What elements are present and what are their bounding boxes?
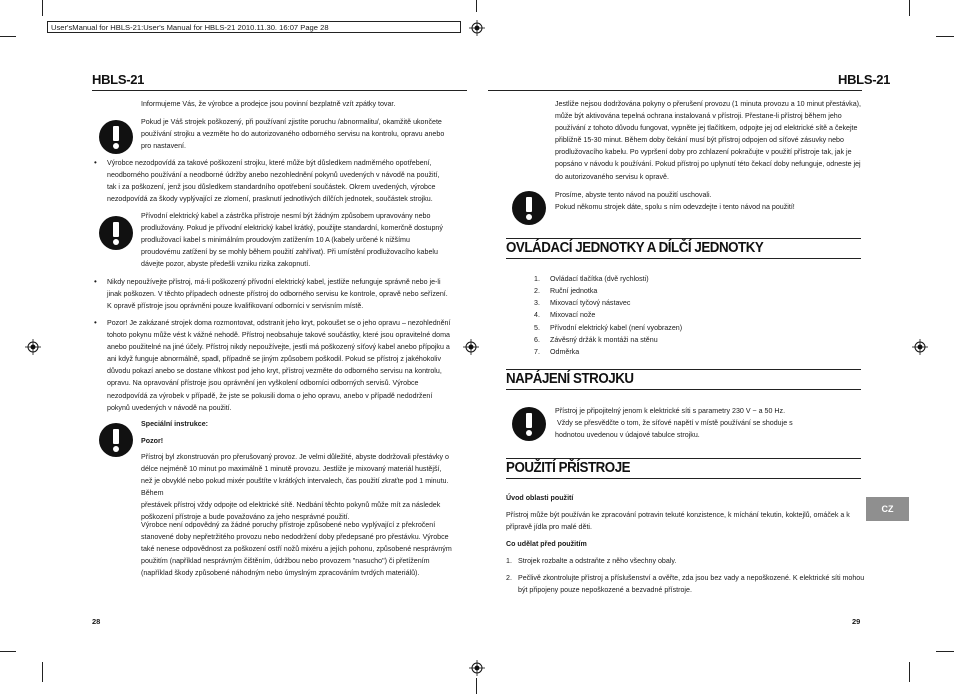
warning-exclamation-icon [99, 216, 133, 250]
bullet-paragraph-1 [107, 157, 457, 205]
text-line: popsáno v návodu k používání. Pokud přístroj po uplynutí této čekací doby nefunguje, odneste jej [555, 160, 861, 169]
crop-mark [42, 662, 43, 682]
text-line: hodnotou uvedenou v údajové tabulce strojku. [555, 431, 700, 440]
liability-paragraph [141, 519, 461, 579]
text-line: Přístroj je připojitelný jenom k elektrické síti s parametry 230 V ~ a 50 Hz. [555, 407, 786, 415]
section-title-usage: POUŽITÍ PŘÍSTROJE [506, 460, 631, 476]
section-title-power: NAPÁJENÍ STROJKU [506, 371, 634, 387]
usage-intro-text [506, 509, 856, 533]
bullet-paragraph-2 [107, 276, 457, 312]
warning-exclamation-icon [512, 191, 546, 225]
text-line: Vždy se přesvědčte o tom, že síťové napětí v místě používání se shoduje s [555, 419, 793, 428]
list-item [534, 322, 682, 334]
section-bottom-rule [506, 389, 861, 390]
list-item [534, 285, 597, 297]
text-line: nezodpovídá za výrobek v případě, že jste se pokusili doma o jeho opravu, anebo v případě nedodržení [107, 391, 433, 400]
text-line: (například škody způsobené náhodným nebo úmyslným zpracováním tvrdých materiálů). [141, 569, 420, 578]
section-title-controls: OVLÁDACÍ JEDNOTKY A DÍLČÍ JEDNOTKY [506, 240, 764, 256]
text-line: proudovému zatížení by se mohly během použití zahřívat). Při umístění prodlužovacího kabelu [141, 248, 438, 257]
section-top-rule [506, 238, 861, 239]
crop-mark [909, 0, 910, 16]
language-tab-cz: CZ [866, 497, 909, 521]
text-line: ani když funguje abnormálně, spadl, případně se jiným způsobem poškodil. Pokud se přístroj z jakéhokoliv [107, 355, 441, 364]
registration-mark-icon [25, 339, 41, 355]
intro-text: Informujeme Vás, že výrobce a prodejce jsou povinní bezplatně vzít zpátky tovar. [141, 100, 396, 108]
before-use-heading: Co udělat před použitím [506, 540, 587, 548]
text-line: jinak poškozen. V těchto případech odneste přístroj do odborného servisu ke kontrole, opravě nebo seřízení. [107, 290, 448, 299]
text-line: může být aktivována tepelná ochrana instalovaná v přístroji. Přestane-li přístroj během jeho [555, 112, 842, 121]
list-item [534, 309, 595, 321]
left-model-label: HBLS-21 [92, 72, 145, 87]
right-page-number: 29 [852, 617, 861, 626]
list-item [534, 346, 579, 358]
right-model-label: HBLS-21 [838, 72, 891, 87]
section-top-rule [506, 369, 861, 370]
list-item-number: 7. [534, 348, 540, 356]
list-item-number: 2. [534, 287, 540, 295]
crop-mark [0, 651, 16, 652]
text-line: pokynů uvedených v návodě na použití. [107, 403, 232, 412]
text-line: Nikdy nepoužívejte přístroj, má-li poškozený přívodní elektrický kabel, jestliže nefunguje správně nebo je-li [107, 278, 441, 286]
text-line: používání z tohoto důvodu fungovat, vypněte jej tlačítkem, odpojte jej od elektrické sítě a čekejte [555, 124, 858, 133]
registration-mark-icon [469, 660, 485, 676]
text-line: do autorizovaného servisu k opravě. [555, 172, 669, 181]
text-line: prodlužovací kabel s minimálním proudovým zatížením 10 A (kabely určené k nižšímu [141, 236, 410, 245]
list-item-number: 2. [506, 574, 512, 582]
text-line: poškození přístroje a bude považováno za jeho nesprávné použití. [141, 513, 350, 522]
list-item [506, 555, 676, 567]
list-item [534, 334, 658, 346]
left-header-rule [92, 90, 467, 91]
text-line: Přístroj byl zkonstruován pro přerušovaný provoz. Je velmi důležité, abyste dodržovali přestávky o [141, 453, 449, 461]
text-line: Jestliže nejsou dodržována pokyny o přerušení provozu (1 minuta provozu a 10 minut přestávka), [555, 100, 861, 108]
list-item-label: Mixovací nože [550, 311, 596, 319]
text-line: Pozor! Je zakázané strojek doma rozmontovat, odstranit jeho kryt, pokoušet se o jeho opravu – nezohlednění [107, 319, 451, 327]
crop-mark [936, 36, 954, 37]
left-page-number: 28 [92, 617, 101, 626]
list-item-label: Přívodní elektrický kabel (není vyobrazen) [550, 324, 683, 332]
crop-mark [936, 651, 954, 652]
thermal-protection-paragraph [555, 98, 865, 183]
list-item-label: Pečlivě zkontrolujte přístroj a příslušenství a ověřte, zda jsou bez vady a nepoškozené. K elektrické síti mohou [518, 574, 865, 582]
list-item-label: Odměrka [550, 348, 580, 356]
list-item-number: 4. [534, 311, 540, 319]
text-line: přestávek přístroj vždy odpojte od elektrické sítě. Nedbání těchto pokynů může mít za následek [141, 501, 441, 510]
bullet-marker: • [94, 158, 97, 167]
list-item-number: 1. [506, 557, 512, 565]
bullet-paragraph-3 [107, 317, 457, 414]
list-item-number: 6. [534, 336, 540, 344]
list-item-number: 1. [534, 275, 540, 283]
text-line: opravu. Na opravování přístroje jsou oprávnění jen vyškolení odborníci odborných servisů. Výrobce [107, 379, 419, 388]
text-line: K opravě přístroje jsou oprávněni pouze kvalifikovaní odborníci v servisním místě. [107, 302, 364, 311]
section-bottom-rule [506, 258, 861, 259]
list-item-label: Mixovací tyčový nástavec [550, 299, 631, 307]
text-line: neodborného používání a neodborné údržby anebo nezohlednění pokynů uvedených v návodě na použití, [107, 171, 440, 180]
list-item [534, 297, 630, 309]
text-line: délce nejméně 10 minut po maximálně 1 minutě provozu. Jestliže je mixovaný materiál hustější, [141, 465, 442, 474]
list-item-label: Ovládací tlačítka (dvě rychlosti) [550, 275, 649, 283]
text-line: nezodpovídá za škody vyplývající ze zlomení, prasknutí jednotlivých dílčích jednotek, součástek strojku. [107, 195, 433, 204]
usage-intro-heading: Úvod oblasti použití [506, 494, 574, 502]
list-item-continuation: být připojeny pouze nepoškozené a bezvadné přístroje. [518, 586, 692, 594]
special-instructions-body [141, 451, 461, 524]
registration-mark-icon [469, 20, 485, 36]
text-line: Přívodní elektrický kabel a zástrčka přístroje nesmí být žádným způsobem upravovány nebo [141, 212, 431, 220]
registration-mark-icon [912, 339, 928, 355]
right-header-rule [488, 90, 862, 91]
crop-mark [476, 678, 477, 694]
list-item-number: 5. [534, 324, 540, 332]
crop-mark [476, 0, 477, 12]
text-line: dávejte pozor, abyste předešli vzniku rizika zakopnutí. [141, 260, 311, 269]
list-item [506, 572, 864, 584]
crop-mark [42, 0, 43, 16]
text-line: přípravě jídla pro malé děti. [506, 523, 592, 532]
text-line: důvodu pokazí anebo se dostane vlhkost pod jeho kryt, přístroj vezměte do odborného servisu na kontrolu, [107, 367, 442, 376]
list-item [534, 273, 649, 285]
text-line: přibližně 15-30 minut. Během doby čekání musí být přístroj odpojen od síťové zásuvky nebo [555, 136, 844, 145]
text-line: prodlužovány. Pokud je přívodní elektrický kabel krátký, použijte standardní, komerčně dostupný [141, 224, 443, 233]
keep-manual-note [555, 189, 865, 213]
warning-block-2 [141, 210, 461, 270]
text-line: Pokud je Váš strojek poškozený, při používaní zjistíte poruchu /abnormalitu/, okamžitě ukončete [141, 118, 442, 126]
text-line: použitím (například nesprávným čištěním, údržbou nebo provozem "nasucho") či přetížením [141, 557, 430, 566]
text-line: tohoto pokynu může vést k vážné nehodě. Přístroj neobsahuje takové součástky, které jsou opravitelné doma [107, 331, 450, 340]
list-item-label: Závěsný držák k montáži na stěnu [550, 336, 658, 344]
text-line: používání strojku a vezměte ho do autorizovaného odborného servisu na kontrolu, opravu anebo [141, 130, 445, 139]
text-line: také nenese odpovědnost za poškození ostří nožů mixéru a jejích pohonu, způsobené nesprávným [141, 545, 452, 554]
section-top-rule [506, 458, 861, 459]
text-line: Pokud někomu strojek dáte, spolu s ním odevzdejte i tento návod na použití! [555, 203, 795, 212]
list-item-label: Strojek rozbalte a odstraňte z něho všechny obaly. [518, 557, 677, 565]
text-line: než je obvyklé nebo pokud mixér pouštíte v krátkých intervalech, čas použití zkraťte pod 1 minutu. Během [141, 477, 449, 498]
text-line: Výrobce není odpovědný za žádné poruchy přístroje způsobené nebo vyplývající z překročení [141, 521, 436, 529]
registration-mark-icon [463, 339, 479, 355]
text-line: Výrobce nezodpovídá za takové poškození strojku, které může být důsledkem nadměrného opotřebení, [107, 159, 432, 167]
list-item-label: Ruční jednotka [550, 287, 598, 295]
text-line: Prosíme, abyste tento návod na použití uschovali. [555, 191, 712, 199]
text-line: Přístroj může být používán ke zpracování potravin tekuté konzistence, k míchání tekutin, koktejlů, omáček a k [506, 511, 850, 519]
warning-exclamation-icon [512, 407, 546, 441]
special-instructions-heading: Speciální instrukce: [141, 420, 209, 428]
warning-exclamation-icon [99, 423, 133, 457]
text-line: tak i za poškození, jenž jsou důsledkem standardního opotřebení součástek. Okrem uvedených, výrobce [107, 183, 436, 192]
section-bottom-rule [506, 478, 861, 479]
bullet-marker: • [94, 318, 97, 327]
text-line: pro nastavení. [141, 142, 186, 151]
warning-block-1 [141, 116, 461, 152]
crop-mark [909, 662, 910, 682]
text-line: stanovené doby nepřetržitého provozu nebo nedodržení doby předepsané pro přestávku. Výrobce [141, 533, 449, 542]
attention-label: Pozor! [141, 437, 164, 445]
crop-mark [0, 36, 16, 37]
print-slug-header: User'sManual for HBLS-21:User's Manual for HBLS-21 2010.11.30. 16:07 Page 28 [47, 21, 461, 33]
bullet-marker: • [94, 277, 97, 286]
text-line: prodlužovacího kabelu. Po vypršení doby pro zchlazení pokračujte v použití přístroje tak, jak je [555, 148, 852, 157]
list-item-number: 3. [534, 299, 540, 307]
power-supply-text [555, 405, 865, 441]
warning-exclamation-icon [99, 120, 133, 154]
text-line: anebo použitelné na jiné účely. Přístroj nikdy nepoužívejte, jestli má poškozený síťový kabel anebo přípojku a [107, 343, 450, 352]
